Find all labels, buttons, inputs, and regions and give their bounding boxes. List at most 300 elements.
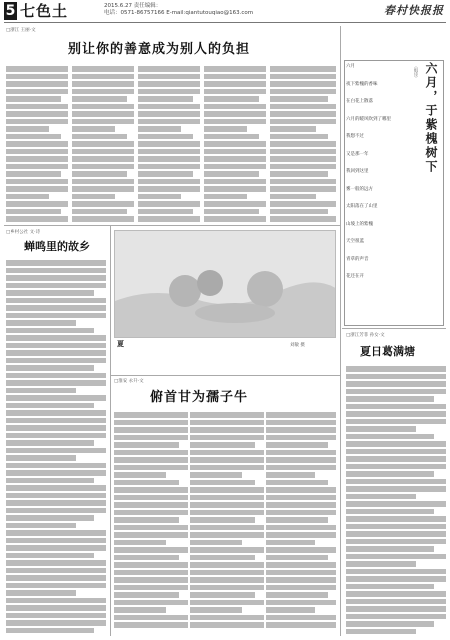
text-line (190, 457, 264, 463)
main-body-col4 (204, 64, 266, 222)
text-line (190, 502, 264, 508)
text-line (72, 164, 134, 170)
text-line (266, 622, 336, 628)
text-line (6, 328, 94, 334)
text-line (72, 141, 134, 147)
text-line (346, 569, 446, 575)
text-line (6, 538, 106, 544)
text-line (138, 141, 200, 147)
text-line (270, 164, 336, 170)
text-line (270, 186, 336, 192)
text-line (204, 171, 259, 177)
text-line (6, 440, 94, 446)
section-divider (342, 328, 446, 329)
text-line (204, 104, 266, 110)
text-line (270, 201, 336, 207)
main-byline: □浙江 王丽·文 (6, 28, 36, 33)
text-line (6, 418, 106, 424)
text-line (6, 81, 68, 87)
text-line (6, 365, 94, 371)
text-line (346, 599, 446, 605)
text-line (114, 435, 188, 441)
text-line (114, 412, 188, 418)
text-line (114, 465, 188, 471)
text-line (114, 450, 188, 456)
text-line (190, 420, 264, 426)
text-line (6, 74, 68, 80)
text-line (270, 81, 336, 87)
text-line (114, 577, 188, 583)
text-line (6, 126, 49, 132)
text-line (72, 186, 134, 192)
text-line (6, 298, 106, 304)
text-line (346, 516, 446, 522)
text-line (266, 510, 336, 516)
text-line (6, 545, 106, 551)
text-line (270, 194, 316, 200)
poem-line: 六月 (346, 64, 355, 69)
text-line (6, 96, 61, 102)
text-line (346, 621, 434, 627)
text-line (6, 283, 106, 289)
text-line (138, 149, 200, 155)
text-line (138, 171, 193, 177)
text-line (72, 156, 134, 162)
text-line (114, 532, 188, 538)
text-line (190, 547, 264, 553)
text-line (190, 592, 255, 598)
right-title: 夏日葛满塘 (360, 345, 415, 358)
editor-line: 责任编辑： (133, 3, 162, 9)
text-line (346, 524, 446, 530)
text-line (346, 546, 434, 552)
text-line (6, 164, 68, 170)
poem-line: 太阳落在了山里 (346, 204, 378, 209)
text-line (6, 463, 106, 469)
text-line (6, 493, 106, 499)
text-line (346, 531, 446, 537)
text-line (270, 111, 336, 117)
summer-photo (114, 230, 336, 338)
text-line (270, 96, 328, 102)
text-line (270, 141, 336, 147)
text-line (266, 607, 315, 613)
poem-line: 青草的声音 (346, 256, 369, 262)
text-line (6, 156, 68, 162)
poem-line: 又是那一年 (346, 151, 369, 157)
text-line (72, 81, 134, 87)
text-line (6, 628, 94, 634)
text-line (6, 590, 76, 596)
text-line (190, 472, 242, 478)
text-line (270, 179, 336, 185)
text-line (204, 119, 266, 125)
text-line (270, 156, 336, 162)
main-body-col5 (270, 64, 336, 222)
text-line (346, 494, 416, 500)
text-line (346, 419, 446, 425)
text-line (6, 171, 61, 177)
text-line (6, 410, 106, 416)
poem-line: 天空很蓝 (346, 239, 364, 244)
text-line (6, 553, 94, 559)
text-line (270, 171, 328, 177)
text-line (6, 313, 106, 319)
text-line (204, 74, 266, 80)
text-line (346, 374, 446, 380)
text-line (114, 592, 179, 598)
text-line (266, 442, 328, 448)
text-line (114, 525, 188, 531)
text-line (138, 216, 200, 222)
text-line (204, 186, 266, 192)
text-line (114, 420, 188, 426)
text-line (72, 111, 134, 117)
text-line (346, 584, 434, 590)
text-line (6, 530, 106, 536)
text-line (346, 486, 446, 492)
text-line (6, 275, 106, 281)
text-line (190, 622, 264, 628)
text-line (6, 478, 94, 484)
text-line (6, 260, 106, 266)
text-line (114, 615, 188, 621)
text-line (266, 427, 336, 433)
text-line (72, 104, 134, 110)
center-body-col2 (190, 410, 264, 634)
page-header (0, 0, 450, 23)
issue-date: 2015.6.27 (104, 3, 132, 9)
poem-line: 我想不过 (346, 134, 364, 139)
text-line (346, 396, 434, 402)
text-line (6, 149, 68, 155)
poem-line: 花还在开 (346, 274, 364, 279)
text-line (346, 614, 446, 620)
text-line (266, 495, 336, 501)
text-line (6, 179, 68, 185)
text-line (190, 487, 264, 493)
text-line (114, 510, 188, 516)
text-line (6, 515, 94, 521)
text-line (6, 380, 106, 386)
text-line (72, 216, 134, 222)
text-line (114, 562, 188, 568)
text-line (72, 149, 134, 155)
text-line (204, 216, 266, 222)
main-body-col2 (72, 64, 134, 222)
text-line (6, 104, 68, 110)
newspaper-name: 春村快报报 (384, 4, 444, 17)
text-line (346, 471, 434, 477)
center-title: 俯首甘为孺子牛 (150, 390, 249, 405)
text-line (204, 96, 259, 102)
text-line (190, 517, 255, 523)
text-line (138, 96, 193, 102)
text-line (266, 577, 336, 583)
text-line (6, 89, 68, 95)
text-line (138, 104, 200, 110)
text-line (346, 479, 446, 485)
center-body-col3 (266, 410, 336, 634)
column-divider (110, 225, 111, 636)
text-line (138, 164, 200, 170)
text-line (346, 539, 446, 545)
text-line (266, 502, 336, 508)
text-line (204, 66, 266, 72)
text-line (204, 179, 266, 185)
text-line (114, 540, 166, 546)
text-line (190, 435, 264, 441)
text-line (204, 164, 266, 170)
text-line (346, 441, 446, 447)
text-line (6, 455, 76, 461)
text-line (6, 194, 49, 200)
text-line (114, 495, 188, 501)
text-line (190, 412, 264, 418)
text-line (346, 501, 446, 507)
text-line (6, 575, 106, 581)
right-body (346, 364, 446, 634)
text-line (6, 290, 94, 296)
text-line (190, 480, 255, 486)
text-line (114, 427, 188, 433)
poem-line: 我回到这里 (346, 169, 369, 174)
text-line (114, 502, 188, 508)
main-title: 别让你的善意成为别人的负担 (68, 42, 251, 57)
text-line (114, 622, 188, 628)
text-line (346, 606, 446, 612)
text-line (114, 585, 188, 591)
text-line (190, 615, 264, 621)
left-byline: □乡村公社 文·诗 (6, 230, 41, 235)
text-line (266, 487, 336, 493)
text-line (114, 555, 179, 561)
text-line (190, 532, 264, 538)
text-line (6, 568, 106, 574)
text-line (190, 600, 264, 606)
text-line (270, 66, 336, 72)
photo-graphic (115, 231, 336, 338)
text-line (346, 561, 416, 567)
text-line (270, 119, 336, 125)
text-line (6, 373, 106, 379)
text-line (6, 620, 106, 626)
poem-line: 雾一般的远方 (346, 186, 373, 192)
text-line (346, 554, 446, 560)
text-line (346, 576, 446, 582)
text-line (6, 216, 68, 222)
text-line (114, 457, 188, 463)
text-line (346, 629, 416, 635)
text-line (6, 395, 106, 401)
text-line (138, 66, 200, 72)
text-line (346, 591, 446, 597)
text-line (204, 194, 247, 200)
right-poem-tag: （组诗） (414, 64, 419, 80)
main-body-col1 (6, 64, 68, 222)
text-line (138, 209, 193, 215)
poem-line: 夜下紫槐的香味 (346, 81, 378, 87)
text-line (270, 209, 328, 215)
text-line (6, 433, 106, 439)
section-title: 七色土 (20, 2, 69, 20)
text-line (138, 126, 181, 132)
poem-line: 在白花上散落 (346, 99, 373, 104)
text-line (6, 485, 106, 491)
text-line (346, 381, 446, 387)
text-line (138, 119, 200, 125)
text-line (72, 201, 134, 207)
text-line (346, 426, 416, 432)
text-line (114, 517, 179, 523)
text-line (114, 600, 188, 606)
right-poem-title: 六月，于紫槐树下 (424, 62, 438, 174)
text-line (138, 81, 200, 87)
phone: 电话：0571-86757166 (104, 10, 165, 16)
center-byline: □淮安 永升·文 (114, 379, 144, 384)
photo-author: 刘敏 摄 (290, 343, 305, 348)
text-line (270, 126, 316, 132)
poem-lines (346, 64, 408, 292)
text-line (72, 179, 134, 185)
text-line (72, 194, 115, 200)
text-line (6, 305, 106, 311)
text-line (6, 134, 61, 140)
text-line (190, 570, 264, 576)
text-line (114, 607, 166, 613)
text-line (6, 598, 106, 604)
text-line (6, 425, 106, 431)
text-line (190, 577, 264, 583)
text-line (138, 134, 193, 140)
text-line (6, 111, 68, 117)
text-line (266, 450, 336, 456)
text-line (266, 480, 328, 486)
text-line (138, 111, 200, 117)
text-line (266, 532, 336, 538)
text-line (114, 472, 166, 478)
text-line (114, 547, 188, 553)
text-line (190, 510, 264, 516)
text-line (204, 201, 266, 207)
text-line (204, 111, 266, 117)
text-line (190, 525, 264, 531)
text-line (72, 119, 134, 125)
text-line (6, 350, 106, 356)
text-line (72, 96, 127, 102)
text-line (204, 81, 266, 87)
text-line (6, 605, 106, 611)
text-line (6, 268, 106, 274)
text-line (190, 450, 264, 456)
text-line (270, 104, 336, 110)
text-line (346, 434, 434, 440)
text-line (6, 560, 106, 566)
text-line (190, 562, 264, 568)
text-line (266, 465, 336, 471)
text-line (266, 570, 336, 576)
text-line (346, 509, 434, 515)
text-line (72, 66, 134, 72)
text-line (266, 562, 336, 568)
text-line (266, 457, 336, 463)
text-line (6, 343, 106, 349)
text-line (190, 427, 264, 433)
header-rule (4, 22, 446, 23)
text-line (6, 119, 68, 125)
text-line (266, 472, 315, 478)
text-line (6, 388, 76, 394)
text-line (266, 412, 336, 418)
text-line (346, 449, 446, 455)
text-line (138, 74, 200, 80)
text-line (204, 89, 266, 95)
text-line (6, 523, 76, 529)
text-line (266, 525, 336, 531)
text-line (266, 517, 328, 523)
text-line (6, 583, 106, 589)
text-line (266, 435, 336, 441)
text-line (114, 570, 188, 576)
text-line (204, 149, 266, 155)
text-line (114, 480, 179, 486)
text-line (346, 456, 446, 462)
main-body-col3 (138, 64, 200, 222)
text-line (346, 389, 446, 395)
text-line (114, 487, 188, 493)
text-line (190, 555, 255, 561)
text-line (72, 89, 134, 95)
text-line (270, 134, 328, 140)
text-line (190, 607, 242, 613)
text-line (72, 126, 115, 132)
poem-line: 六月的暖风吹到了哪里 (346, 116, 391, 122)
text-line (190, 495, 264, 501)
text-line (138, 89, 200, 95)
text-line (138, 194, 181, 200)
text-line (346, 366, 446, 372)
text-line (266, 592, 328, 598)
text-line (270, 74, 336, 80)
text-line (346, 404, 446, 410)
text-line (6, 403, 94, 409)
text-line (6, 209, 61, 215)
left-title: 蝉鸣里的故乡 (24, 240, 90, 253)
poem-line: 山坡上的紫槐 (346, 221, 373, 227)
text-line (6, 448, 106, 454)
text-line (266, 555, 328, 561)
text-line (138, 201, 200, 207)
text-line (270, 89, 336, 95)
text-line (6, 613, 106, 619)
text-line (72, 134, 127, 140)
text-line (204, 134, 259, 140)
column-divider (340, 26, 341, 636)
text-line (266, 615, 336, 621)
text-line (266, 585, 336, 591)
header-meta (104, 3, 253, 17)
text-line (72, 209, 127, 215)
text-line (266, 420, 336, 426)
text-line (114, 442, 179, 448)
section-divider (110, 375, 340, 376)
section-divider (4, 225, 340, 226)
text-line (6, 335, 106, 341)
text-line (6, 186, 68, 192)
text-line (204, 156, 266, 162)
text-line (6, 66, 68, 72)
text-line (190, 585, 264, 591)
